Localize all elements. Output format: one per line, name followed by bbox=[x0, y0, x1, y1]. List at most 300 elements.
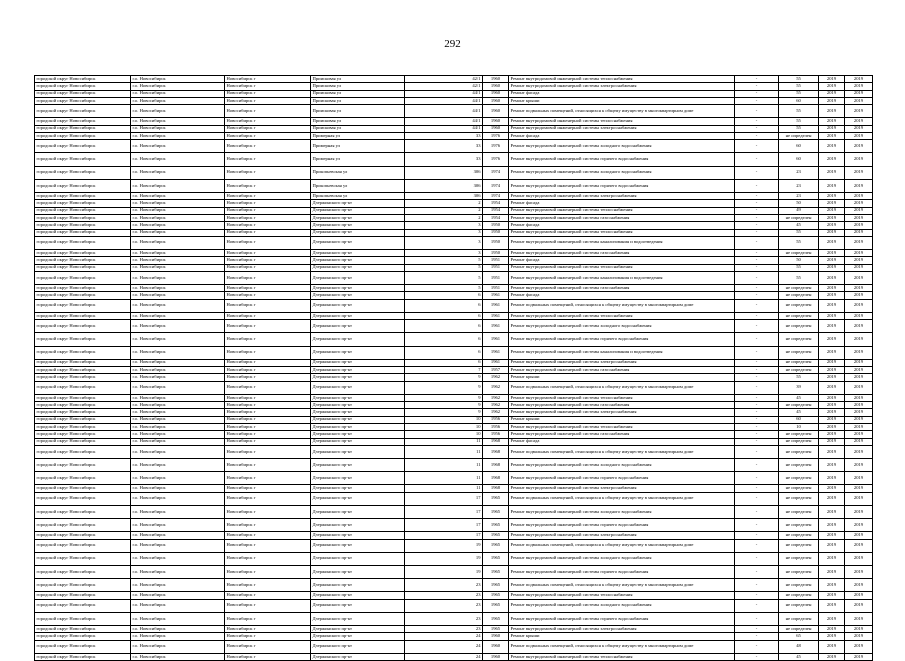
locality-cell: Новосибирск г bbox=[225, 76, 311, 83]
work-type-cell: Ремонт внутридомовой инженерной системы теплоснабжения bbox=[509, 653, 735, 660]
house-cell: 9 bbox=[405, 394, 483, 401]
work-type-cell: Ремонт фасада bbox=[509, 90, 735, 97]
house-cell: 2 bbox=[405, 214, 483, 221]
locality-cell: Новосибирск г bbox=[225, 640, 311, 653]
work-type-cell: Ремонт крыши bbox=[509, 97, 735, 104]
work-type-cell: Ремонт внутридомовой инженерной системы теплоснабжения bbox=[509, 229, 735, 236]
start-year-cell: 2019 bbox=[819, 118, 845, 125]
work-type-cell: Ремонт внутридомовой инженерной системы теплоснабжения bbox=[509, 312, 735, 319]
house-cell: 5 bbox=[405, 264, 483, 271]
locality-cell: Новосибирск г bbox=[225, 285, 311, 292]
district-cell: городской округ Новосибирск bbox=[35, 312, 131, 319]
locality-cell: Новосибирск г bbox=[225, 592, 311, 599]
settlement-cell: г.о. Новосибирск bbox=[131, 579, 225, 592]
cost-cell: - bbox=[735, 612, 779, 625]
work-type-cell: Ремонт внутридомовой инженерной системы горячего водоснабжения bbox=[509, 472, 735, 485]
locality-cell: Новосибирск г bbox=[225, 271, 311, 284]
planned-cost-cell: не определен bbox=[779, 320, 819, 333]
settlement-cell: г.о. Новосибирск bbox=[131, 459, 225, 472]
district-cell: городской округ Новосибирск bbox=[35, 105, 131, 118]
cost-cell: - bbox=[735, 599, 779, 612]
house-cell: 24 bbox=[405, 653, 483, 660]
planned-cost-cell: не определен bbox=[779, 292, 819, 299]
start-year-cell: 2019 bbox=[819, 312, 845, 319]
street-cell: Приисковая ул bbox=[311, 76, 405, 83]
year-built-cell: 1976 bbox=[483, 153, 509, 166]
locality-cell: Новосибирск г bbox=[225, 653, 311, 660]
locality-cell: Новосибирск г bbox=[225, 312, 311, 319]
end-year-cell: 2019 bbox=[845, 633, 873, 640]
year-built-cell: 1968 bbox=[483, 472, 509, 485]
settlement-cell: г.о. Новосибирск bbox=[131, 402, 225, 409]
settlement-cell: г.о. Новосибирск bbox=[131, 633, 225, 640]
cost-cell: - bbox=[735, 423, 779, 430]
table-row bbox=[35, 394, 873, 401]
cost-cell: - bbox=[735, 292, 779, 299]
house-cell: 9 bbox=[405, 381, 483, 394]
street-cell: Дзержинского пр-кт bbox=[311, 271, 405, 284]
house-cell: 306 bbox=[405, 179, 483, 192]
table-row bbox=[35, 193, 873, 200]
end-year-cell: 2019 bbox=[845, 257, 873, 264]
street-cell: Приисковая ул bbox=[311, 90, 405, 97]
start-year-cell: 2019 bbox=[819, 97, 845, 104]
work-type-cell: Ремонт внутридомовой инженерной системы теплоснабжения bbox=[509, 592, 735, 599]
year-built-cell: 1961 bbox=[483, 312, 509, 319]
settlement-cell: г.о. Новосибирск bbox=[131, 222, 225, 229]
house-cell: 3 bbox=[405, 222, 483, 229]
planned-cost-cell: 60 bbox=[779, 416, 819, 423]
year-built-cell: 1950 bbox=[483, 236, 509, 249]
street-cell: Дзержинского пр-кт bbox=[311, 653, 405, 660]
district-cell: городской округ Новосибирск bbox=[35, 633, 131, 640]
work-type-cell: Ремонт внутридомовой инженерной системы холодного водоснабжения bbox=[509, 140, 735, 153]
district-cell: городской округ Новосибирск bbox=[35, 193, 131, 200]
house-cell: 44/1 bbox=[405, 118, 483, 125]
district-cell: городской округ Новосибирск bbox=[35, 381, 131, 394]
settlement-cell: г.о. Новосибирск bbox=[131, 367, 225, 374]
work-type-cell: Ремонт подвальных помещений, относящихся к общему имуществу в многоквартирном доме bbox=[509, 539, 735, 552]
locality-cell: Новосибирск г bbox=[225, 431, 311, 438]
planned-cost-cell: 10 bbox=[779, 423, 819, 430]
start-year-cell: 2019 bbox=[819, 409, 845, 416]
street-cell: Дзержинского пр-кт bbox=[311, 416, 405, 423]
cost-cell: - bbox=[735, 394, 779, 401]
street-cell: Дзержинского пр-кт bbox=[311, 532, 405, 539]
locality-cell: Новосибирск г bbox=[225, 359, 311, 366]
cost-cell: - bbox=[735, 90, 779, 97]
house-cell: 44/1 bbox=[405, 97, 483, 104]
house-cell: 3 bbox=[405, 249, 483, 256]
start-year-cell: 2019 bbox=[819, 193, 845, 200]
cost-cell: - bbox=[735, 83, 779, 90]
street-cell: Дзержинского пр-кт bbox=[311, 346, 405, 359]
start-year-cell: 2019 bbox=[819, 207, 845, 214]
district-cell: городской округ Новосибирск bbox=[35, 539, 131, 552]
year-built-cell: 1965 bbox=[483, 599, 509, 612]
year-built-cell: 1951 bbox=[483, 271, 509, 284]
street-cell: Дзержинского пр-кт bbox=[311, 592, 405, 599]
year-built-cell: 1960 bbox=[483, 125, 509, 132]
street-cell: Примерная ул bbox=[311, 132, 405, 139]
settlement-cell: г.о. Новосибирск bbox=[131, 532, 225, 539]
locality-cell: Новосибирск г bbox=[225, 612, 311, 625]
cost-cell: - bbox=[735, 519, 779, 532]
settlement-cell: г.о. Новосибирск bbox=[131, 653, 225, 660]
table-row bbox=[35, 179, 873, 192]
district-cell: городской округ Новосибирск bbox=[35, 236, 131, 249]
street-cell: Дзержинского пр-кт bbox=[311, 320, 405, 333]
end-year-cell: 2019 bbox=[845, 76, 873, 83]
year-built-cell: 1974 bbox=[483, 179, 509, 192]
start-year-cell: 2019 bbox=[819, 222, 845, 229]
settlement-cell: г.о. Новосибирск bbox=[131, 333, 225, 346]
table-row bbox=[35, 374, 873, 381]
settlement-cell: г.о. Новосибирск bbox=[131, 409, 225, 416]
year-built-cell: 1965 bbox=[483, 552, 509, 565]
year-built-cell: 1950 bbox=[483, 222, 509, 229]
work-type-cell: Ремонт внутридомовой инженерной системы электроснабжения bbox=[509, 532, 735, 539]
end-year-cell: 2019 bbox=[845, 90, 873, 97]
district-cell: городской округ Новосибирск bbox=[35, 153, 131, 166]
end-year-cell: 2019 bbox=[845, 236, 873, 249]
work-type-cell: Ремонт крыши bbox=[509, 633, 735, 640]
district-cell: городской округ Новосибирск bbox=[35, 626, 131, 633]
table-row bbox=[35, 105, 873, 118]
cost-cell: - bbox=[735, 431, 779, 438]
house-cell: 9 bbox=[405, 402, 483, 409]
house-cell: 44/1 bbox=[405, 90, 483, 97]
house-cell: 3 bbox=[405, 236, 483, 249]
street-cell: Дзержинского пр-кт bbox=[311, 579, 405, 592]
settlement-cell: г.о. Новосибирск bbox=[131, 445, 225, 458]
cost-cell: - bbox=[735, 105, 779, 118]
planned-cost-cell: 55 bbox=[779, 271, 819, 284]
year-built-cell: 1954 bbox=[483, 200, 509, 207]
planned-cost-cell: не определен bbox=[779, 299, 819, 312]
year-built-cell: 1974 bbox=[483, 166, 509, 179]
end-year-cell: 2019 bbox=[845, 505, 873, 518]
table-row bbox=[35, 312, 873, 319]
end-year-cell: 2019 bbox=[845, 222, 873, 229]
locality-cell: Новосибирск г bbox=[225, 257, 311, 264]
cost-cell: - bbox=[735, 179, 779, 192]
street-cell: Дзержинского пр-кт bbox=[311, 612, 405, 625]
cost-cell: - bbox=[735, 565, 779, 578]
planned-cost-cell: 65 bbox=[779, 633, 819, 640]
planned-cost-cell: не определен bbox=[779, 539, 819, 552]
year-built-cell: 1960 bbox=[483, 83, 509, 90]
year-built-cell: 1950 bbox=[483, 229, 509, 236]
work-type-cell: Ремонт подвальных помещений, относящихся к общему имуществу в многоквартирном доме bbox=[509, 445, 735, 458]
settlement-cell: г.о. Новосибирск bbox=[131, 492, 225, 505]
house-cell: 19 bbox=[405, 552, 483, 565]
start-year-cell: 2019 bbox=[819, 459, 845, 472]
work-type-cell: Ремонт внутридомовой инженерной системы электроснабжения bbox=[509, 626, 735, 633]
start-year-cell: 2019 bbox=[819, 359, 845, 366]
work-type-cell: Ремонт внутридомовой инженерной системы горячего водоснабжения bbox=[509, 519, 735, 532]
cost-cell: - bbox=[735, 236, 779, 249]
house-cell: 6 bbox=[405, 333, 483, 346]
locality-cell: Новосибирск г bbox=[225, 200, 311, 207]
locality-cell: Новосибирск г bbox=[225, 565, 311, 578]
cost-cell: - bbox=[735, 346, 779, 359]
end-year-cell: 2019 bbox=[845, 200, 873, 207]
end-year-cell: 2019 bbox=[845, 381, 873, 394]
planned-cost-cell: 55 bbox=[779, 90, 819, 97]
table-row bbox=[35, 423, 873, 430]
planned-cost-cell: 60 bbox=[779, 140, 819, 153]
planned-cost-cell: 50 bbox=[779, 200, 819, 207]
street-cell: Дзержинского пр-кт bbox=[311, 359, 405, 366]
table-row bbox=[35, 431, 873, 438]
house-cell: 17 bbox=[405, 519, 483, 532]
planned-cost-cell: не определен bbox=[779, 599, 819, 612]
cost-cell: - bbox=[735, 416, 779, 423]
locality-cell: Новосибирск г bbox=[225, 519, 311, 532]
district-cell: городской округ Новосибирск bbox=[35, 166, 131, 179]
table-row bbox=[35, 633, 873, 640]
street-cell: Приисковая ул bbox=[311, 83, 405, 90]
table-row bbox=[35, 592, 873, 599]
settlement-cell: г.о. Новосибирск bbox=[131, 264, 225, 271]
end-year-cell: 2019 bbox=[845, 264, 873, 271]
year-built-cell: 1961 bbox=[483, 359, 509, 366]
locality-cell: Новосибирск г bbox=[225, 83, 311, 90]
work-type-cell: Ремонт подвальных помещений, относящихся к общему имуществу в многоквартирном доме bbox=[509, 105, 735, 118]
work-type-cell: Ремонт фасада bbox=[509, 292, 735, 299]
end-year-cell: 2019 bbox=[845, 416, 873, 423]
work-type-cell: Ремонт подвальных помещений, относящихся к общему имуществу в многоквартирном доме bbox=[509, 492, 735, 505]
table-row bbox=[35, 76, 873, 83]
cost-cell: - bbox=[735, 409, 779, 416]
year-built-cell: 1965 bbox=[483, 519, 509, 532]
start-year-cell: 2019 bbox=[819, 472, 845, 485]
settlement-cell: г.о. Новосибирск bbox=[131, 179, 225, 192]
work-type-cell: Ремонт внутридомовой инженерной системы горячего водоснабжения bbox=[509, 153, 735, 166]
start-year-cell: 2019 bbox=[819, 485, 845, 492]
end-year-cell: 2019 bbox=[845, 132, 873, 139]
district-cell: городской округ Новосибирск bbox=[35, 485, 131, 492]
year-built-cell: 1961 bbox=[483, 333, 509, 346]
year-built-cell: 1951 bbox=[483, 264, 509, 271]
settlement-cell: г.о. Новосибирск bbox=[131, 125, 225, 132]
year-built-cell: 1962 bbox=[483, 409, 509, 416]
planned-cost-cell: не определен bbox=[779, 505, 819, 518]
planned-cost-cell: не определен bbox=[779, 438, 819, 445]
house-cell: 5 bbox=[405, 257, 483, 264]
street-cell: Дзержинского пр-кт bbox=[311, 333, 405, 346]
street-cell: Дзержинского пр-кт bbox=[311, 492, 405, 505]
locality-cell: Новосибирск г bbox=[225, 125, 311, 132]
table-row bbox=[35, 333, 873, 346]
cost-cell: - bbox=[735, 214, 779, 221]
settlement-cell: г.о. Новосибирск bbox=[131, 626, 225, 633]
house-cell: 42/1 bbox=[405, 76, 483, 83]
end-year-cell: 2019 bbox=[845, 612, 873, 625]
work-type-cell: Ремонт внутридомовой инженерной системы электроснабжения bbox=[509, 409, 735, 416]
locality-cell: Новосибирск г bbox=[225, 153, 311, 166]
locality-cell: Новосибирск г bbox=[225, 193, 311, 200]
locality-cell: Новосибирск г bbox=[225, 409, 311, 416]
table-row bbox=[35, 367, 873, 374]
end-year-cell: 2019 bbox=[845, 485, 873, 492]
table-row bbox=[35, 132, 873, 139]
table-row bbox=[35, 285, 873, 292]
settlement-cell: г.о. Новосибирск bbox=[131, 539, 225, 552]
locality-cell: Новосибирск г bbox=[225, 423, 311, 430]
year-built-cell: 1968 bbox=[483, 445, 509, 458]
year-built-cell: 1956 bbox=[483, 431, 509, 438]
start-year-cell: 2019 bbox=[819, 346, 845, 359]
planned-cost-cell: не определен bbox=[779, 592, 819, 599]
locality-cell: Новосибирск г bbox=[225, 97, 311, 104]
street-cell: Примерная ул bbox=[311, 140, 405, 153]
cost-cell: - bbox=[735, 653, 779, 660]
end-year-cell: 2019 bbox=[845, 402, 873, 409]
planned-cost-cell: 45 bbox=[779, 409, 819, 416]
planned-cost-cell: 55 bbox=[779, 264, 819, 271]
house-cell: 6 bbox=[405, 312, 483, 319]
work-type-cell: Ремонт внутридомовой инженерной системы горячего водоснабжения bbox=[509, 179, 735, 192]
end-year-cell: 2019 bbox=[845, 179, 873, 192]
district-cell: городской округ Новосибирск bbox=[35, 118, 131, 125]
house-cell: 44/1 bbox=[405, 125, 483, 132]
district-cell: городской округ Новосибирск bbox=[35, 333, 131, 346]
end-year-cell: 2019 bbox=[845, 333, 873, 346]
planned-cost-cell: 55 bbox=[779, 229, 819, 236]
district-cell: городской округ Новосибирск bbox=[35, 640, 131, 653]
locality-cell: Новосибирск г bbox=[225, 485, 311, 492]
locality-cell: Новосибирск г bbox=[225, 445, 311, 458]
planned-cost-cell: не определен bbox=[779, 367, 819, 374]
planned-cost-cell: 23 bbox=[779, 179, 819, 192]
table-row bbox=[35, 320, 873, 333]
house-cell: 6 bbox=[405, 292, 483, 299]
start-year-cell: 2019 bbox=[819, 285, 845, 292]
district-cell: городской округ Новосибирск bbox=[35, 579, 131, 592]
start-year-cell: 2019 bbox=[819, 214, 845, 221]
year-built-cell: 1960 bbox=[483, 118, 509, 125]
district-cell: городской округ Новосибирск bbox=[35, 229, 131, 236]
year-built-cell: 1956 bbox=[483, 423, 509, 430]
locality-cell: Новосибирск г bbox=[225, 472, 311, 485]
end-year-cell: 2019 bbox=[845, 285, 873, 292]
settlement-cell: г.о. Новосибирск bbox=[131, 257, 225, 264]
cost-cell: - bbox=[735, 381, 779, 394]
street-cell: Дзержинского пр-кт bbox=[311, 200, 405, 207]
end-year-cell: 2019 bbox=[845, 519, 873, 532]
start-year-cell: 2019 bbox=[819, 271, 845, 284]
table-row bbox=[35, 640, 873, 653]
start-year-cell: 2019 bbox=[819, 592, 845, 599]
table-row bbox=[35, 653, 873, 660]
street-cell: Дзержинского пр-кт bbox=[311, 431, 405, 438]
start-year-cell: 2019 bbox=[819, 249, 845, 256]
house-cell: 10 bbox=[405, 431, 483, 438]
planned-cost-cell: 55 bbox=[779, 125, 819, 132]
street-cell: Дзержинского пр-кт bbox=[311, 402, 405, 409]
end-year-cell: 2019 bbox=[845, 532, 873, 539]
house-cell: 23 bbox=[405, 579, 483, 592]
planned-cost-cell: не определен bbox=[779, 402, 819, 409]
district-cell: городской округ Новосибирск bbox=[35, 76, 131, 83]
district-cell: городской округ Новосибирск bbox=[35, 416, 131, 423]
start-year-cell: 2019 bbox=[819, 76, 845, 83]
planned-cost-cell: 55 bbox=[779, 105, 819, 118]
district-cell: городской округ Новосибирск bbox=[35, 346, 131, 359]
district-cell: городской округ Новосибирск bbox=[35, 285, 131, 292]
planned-cost-cell: не определен bbox=[779, 459, 819, 472]
planned-cost-cell: 39 bbox=[779, 381, 819, 394]
year-built-cell: 1965 bbox=[483, 579, 509, 592]
start-year-cell: 2019 bbox=[819, 132, 845, 139]
end-year-cell: 2019 bbox=[845, 166, 873, 179]
year-built-cell: 1961 bbox=[483, 299, 509, 312]
work-type-cell: Ремонт внутридомовой инженерной системы холодного водоснабжения bbox=[509, 320, 735, 333]
table-row bbox=[35, 505, 873, 518]
district-cell: городской округ Новосибирск bbox=[35, 125, 131, 132]
work-type-cell: Ремонт подвальных помещений, относящихся к общему имуществу в многоквартирном доме bbox=[509, 640, 735, 653]
start-year-cell: 2019 bbox=[819, 179, 845, 192]
end-year-cell: 2019 bbox=[845, 431, 873, 438]
start-year-cell: 2019 bbox=[819, 333, 845, 346]
year-built-cell: 1960 bbox=[483, 653, 509, 660]
work-type-cell: Ремонт крыши bbox=[509, 416, 735, 423]
settlement-cell: г.о. Новосибирск bbox=[131, 105, 225, 118]
planned-cost-cell: не определен bbox=[779, 359, 819, 366]
work-type-cell: Ремонт внутридомовой инженерной системы канализования и водоотведения bbox=[509, 346, 735, 359]
start-year-cell: 2019 bbox=[819, 367, 845, 374]
planned-cost-cell: не определен bbox=[779, 532, 819, 539]
house-cell: 24 bbox=[405, 633, 483, 640]
house-cell: 7 bbox=[405, 367, 483, 374]
work-type-cell: Ремонт внутридомовой инженерной системы канализования и водоотведения bbox=[509, 236, 735, 249]
planned-cost-cell: не определен bbox=[779, 626, 819, 633]
cost-cell: - bbox=[735, 222, 779, 229]
cost-cell: - bbox=[735, 76, 779, 83]
locality-cell: Новосибирск г bbox=[225, 394, 311, 401]
table-row bbox=[35, 492, 873, 505]
cost-cell: - bbox=[735, 374, 779, 381]
work-type-cell: Ремонт внутридомовой инженерной системы теплоснабжения bbox=[509, 394, 735, 401]
planned-cost-cell: 50 bbox=[779, 257, 819, 264]
year-built-cell: 1965 bbox=[483, 626, 509, 633]
cost-cell: - bbox=[735, 492, 779, 505]
district-cell: городской округ Новосибирск bbox=[35, 271, 131, 284]
district-cell: городской округ Новосибирск bbox=[35, 222, 131, 229]
district-cell: городской округ Новосибирск bbox=[35, 532, 131, 539]
start-year-cell: 2019 bbox=[819, 229, 845, 236]
start-year-cell: 2019 bbox=[819, 519, 845, 532]
street-cell: Примерная ул bbox=[311, 153, 405, 166]
locality-cell: Новосибирск г bbox=[225, 333, 311, 346]
settlement-cell: г.о. Новосибирск bbox=[131, 394, 225, 401]
work-type-cell: Ремонт внутридомовой инженерной системы холодного водоснабжения bbox=[509, 552, 735, 565]
table-row bbox=[35, 626, 873, 633]
work-type-cell: Ремонт внутридомовой инженерной системы теплоснабжения bbox=[509, 423, 735, 430]
settlement-cell: г.о. Новосибирск bbox=[131, 229, 225, 236]
end-year-cell: 2019 bbox=[845, 539, 873, 552]
end-year-cell: 2019 bbox=[845, 626, 873, 633]
end-year-cell: 2019 bbox=[845, 271, 873, 284]
locality-cell: Новосибирск г bbox=[225, 367, 311, 374]
cost-cell: - bbox=[735, 249, 779, 256]
street-cell: Дзержинского пр-кт bbox=[311, 485, 405, 492]
start-year-cell: 2019 bbox=[819, 539, 845, 552]
house-cell: 17 bbox=[405, 505, 483, 518]
planned-cost-cell: 45 bbox=[779, 394, 819, 401]
